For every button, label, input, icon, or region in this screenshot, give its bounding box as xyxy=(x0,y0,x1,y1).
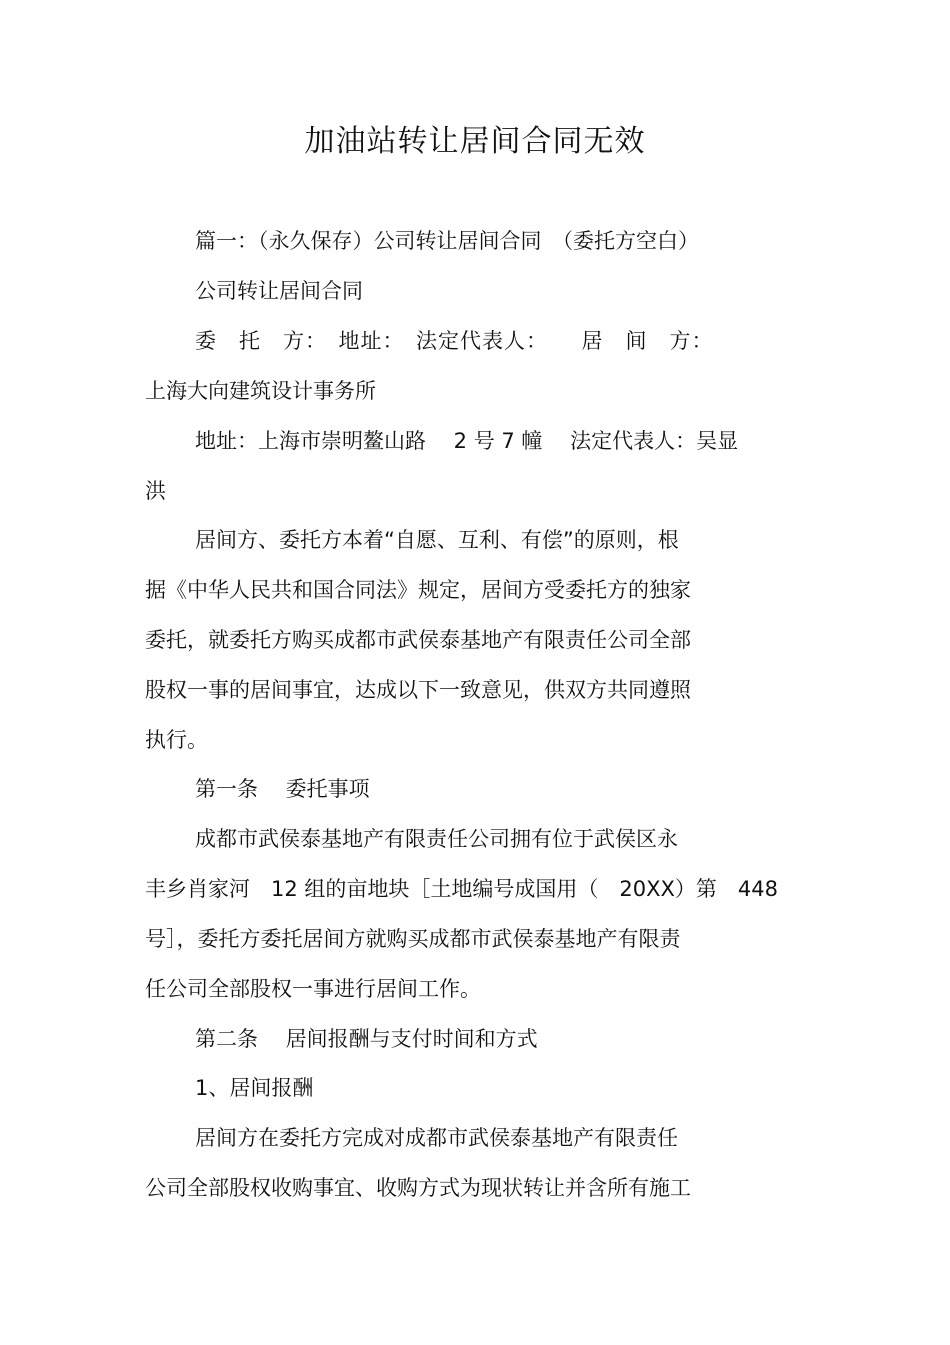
text-line: 1、居间报酬 xyxy=(195,1076,314,1100)
text-line: 居间方、委托方本着“自愿、互利、有偿”的原则，根 xyxy=(195,528,679,552)
text-line: 委托，就委托方购买成都市武侯泰基地产有限责任公司全部 xyxy=(145,628,691,652)
text-line: 地址：上海市崇明鳌山路 2 号 7 幢 法定代表人：吴显 xyxy=(195,429,739,453)
text-line: 委 托 方： 地址： 法定代表人： 居 间 方： xyxy=(195,329,714,353)
text-line: 洪 xyxy=(145,479,166,503)
text-line: 篇一：（永久保存）公司转让居间合同 （委托方空白） xyxy=(195,229,699,253)
document-title: 加油站转让居间合同无效 xyxy=(304,124,646,159)
text-line: 股权一事的居间事宜，达成以下一致意见，供双方共同遵照 xyxy=(145,678,691,702)
text-line: 成都市武侯泰基地产有限责任公司拥有位于武侯区永 xyxy=(195,827,678,851)
text-line: 公司转让居间合同 xyxy=(195,279,363,303)
text-line: 任公司全部股权一事进行居间工作。 xyxy=(145,977,481,1001)
text-line: 执行。 xyxy=(145,728,208,752)
text-line: 第一条 委托事项 xyxy=(195,777,370,801)
text-line: 公司全部股权收购事宜、收购方式为现状转让并含所有施工 xyxy=(145,1176,691,1200)
text-line: 上海大向建筑设计事务所 xyxy=(145,379,376,403)
text-line: 据《中华人民共和国合同法》规定，居间方受委托方的独家 xyxy=(145,578,691,602)
text-line: 丰乡肖家河 12 组的亩地块［土地编号成国用（ 20XX）第 448 xyxy=(145,877,778,901)
text-line: 居间方在委托方完成对成都市武侯泰基地产有限责任 xyxy=(195,1126,678,1150)
text-line: 第二条 居间报酬与支付时间和方式 xyxy=(195,1027,538,1051)
text-line: 号］，委托方委托居间方就购买成都市武侯泰基地产有限责 xyxy=(145,927,681,951)
